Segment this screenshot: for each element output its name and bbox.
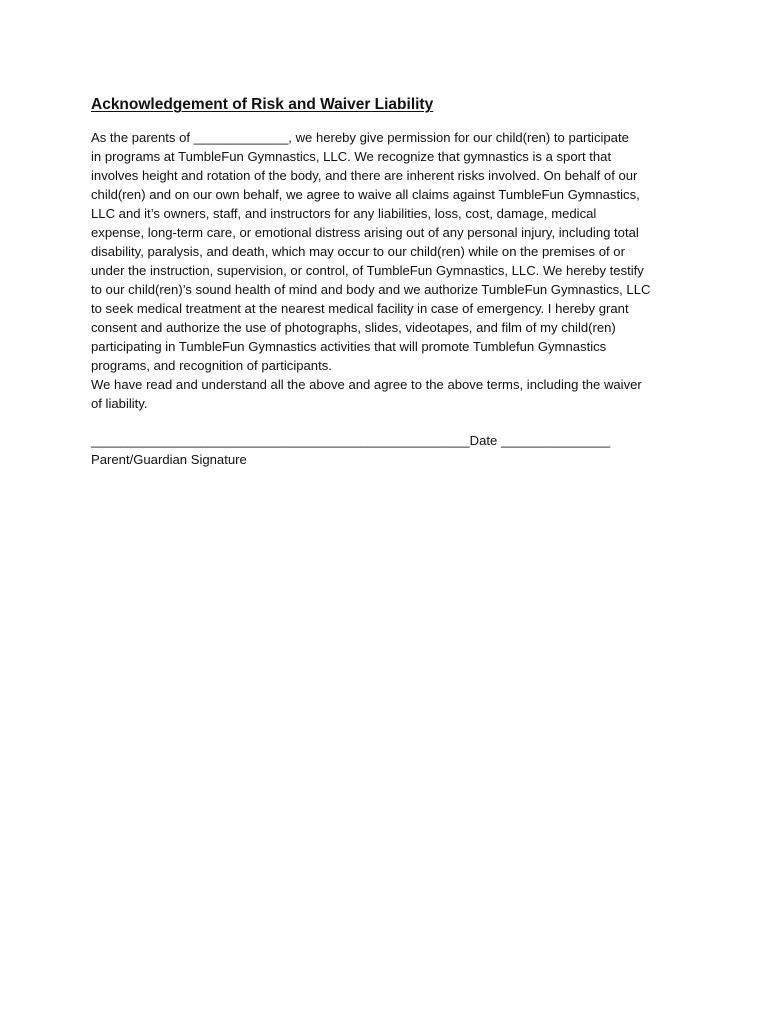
- waiver-paragraph: [91, 128, 691, 413]
- paragraph-line: participating in TumbleFun Gymnastics activities that will promote Tumblefun Gymnastics: [91, 339, 607, 354]
- paragraph-line: consent and authorize the use of photographs, slides, videotapes, and film of my child(ren): [91, 320, 616, 335]
- paragraph-line: to seek medical treatment at the nearest medical facility in case of emergency. I hereby grant: [91, 301, 629, 316]
- paragraph-line: programs, and recognition of participants.: [91, 358, 332, 373]
- signature-label: Parent/Guardian Signature: [91, 452, 247, 467]
- paragraph-line: to our child(ren)’s sound health of mind and body and we authorize TumbleFun Gymnastics, LLC: [91, 282, 651, 297]
- paragraph-line: disability, paralysis, and death, which may occur to our child(ren) while on the premises of or: [91, 244, 625, 259]
- signature-date-line: ____________________________________________________Date _______________: [91, 433, 611, 448]
- paragraph-line: of liability.: [91, 396, 148, 411]
- waiver-document: [91, 96, 691, 469]
- paragraph-line: in programs at TumbleFun Gymnastics, LLC. We recognize that gymnastics is a sport that: [91, 149, 612, 164]
- document-title: Acknowledgement of Risk and Waiver Liability: [91, 96, 434, 113]
- paragraph-line: We have read and understand all the above and agree to the above terms, including the waiver: [91, 377, 642, 392]
- paragraph-line: LLC and it’s owners, staff, and instructors for any liabilities, loss, cost, damage, medical: [91, 206, 597, 221]
- paragraph-line: child(ren) and on our own behalf, we agree to waive all claims against TumbleFun Gymnastics,: [91, 187, 640, 202]
- paragraph-line: As the parents of _____________, we hereby give permission for our child(ren) to participate: [91, 130, 629, 145]
- signature-block: [91, 431, 691, 469]
- paragraph-line: involves height and rotation of the body, and there are inherent risks involved. On behalf of our: [91, 168, 638, 183]
- paragraph-line: under the instruction, supervision, or control, of TumbleFun Gymnastics, LLC. We hereby testify: [91, 263, 644, 278]
- paragraph-line: expense, long-term care, or emotional distress arising out of any personal injury, including total: [91, 225, 639, 240]
